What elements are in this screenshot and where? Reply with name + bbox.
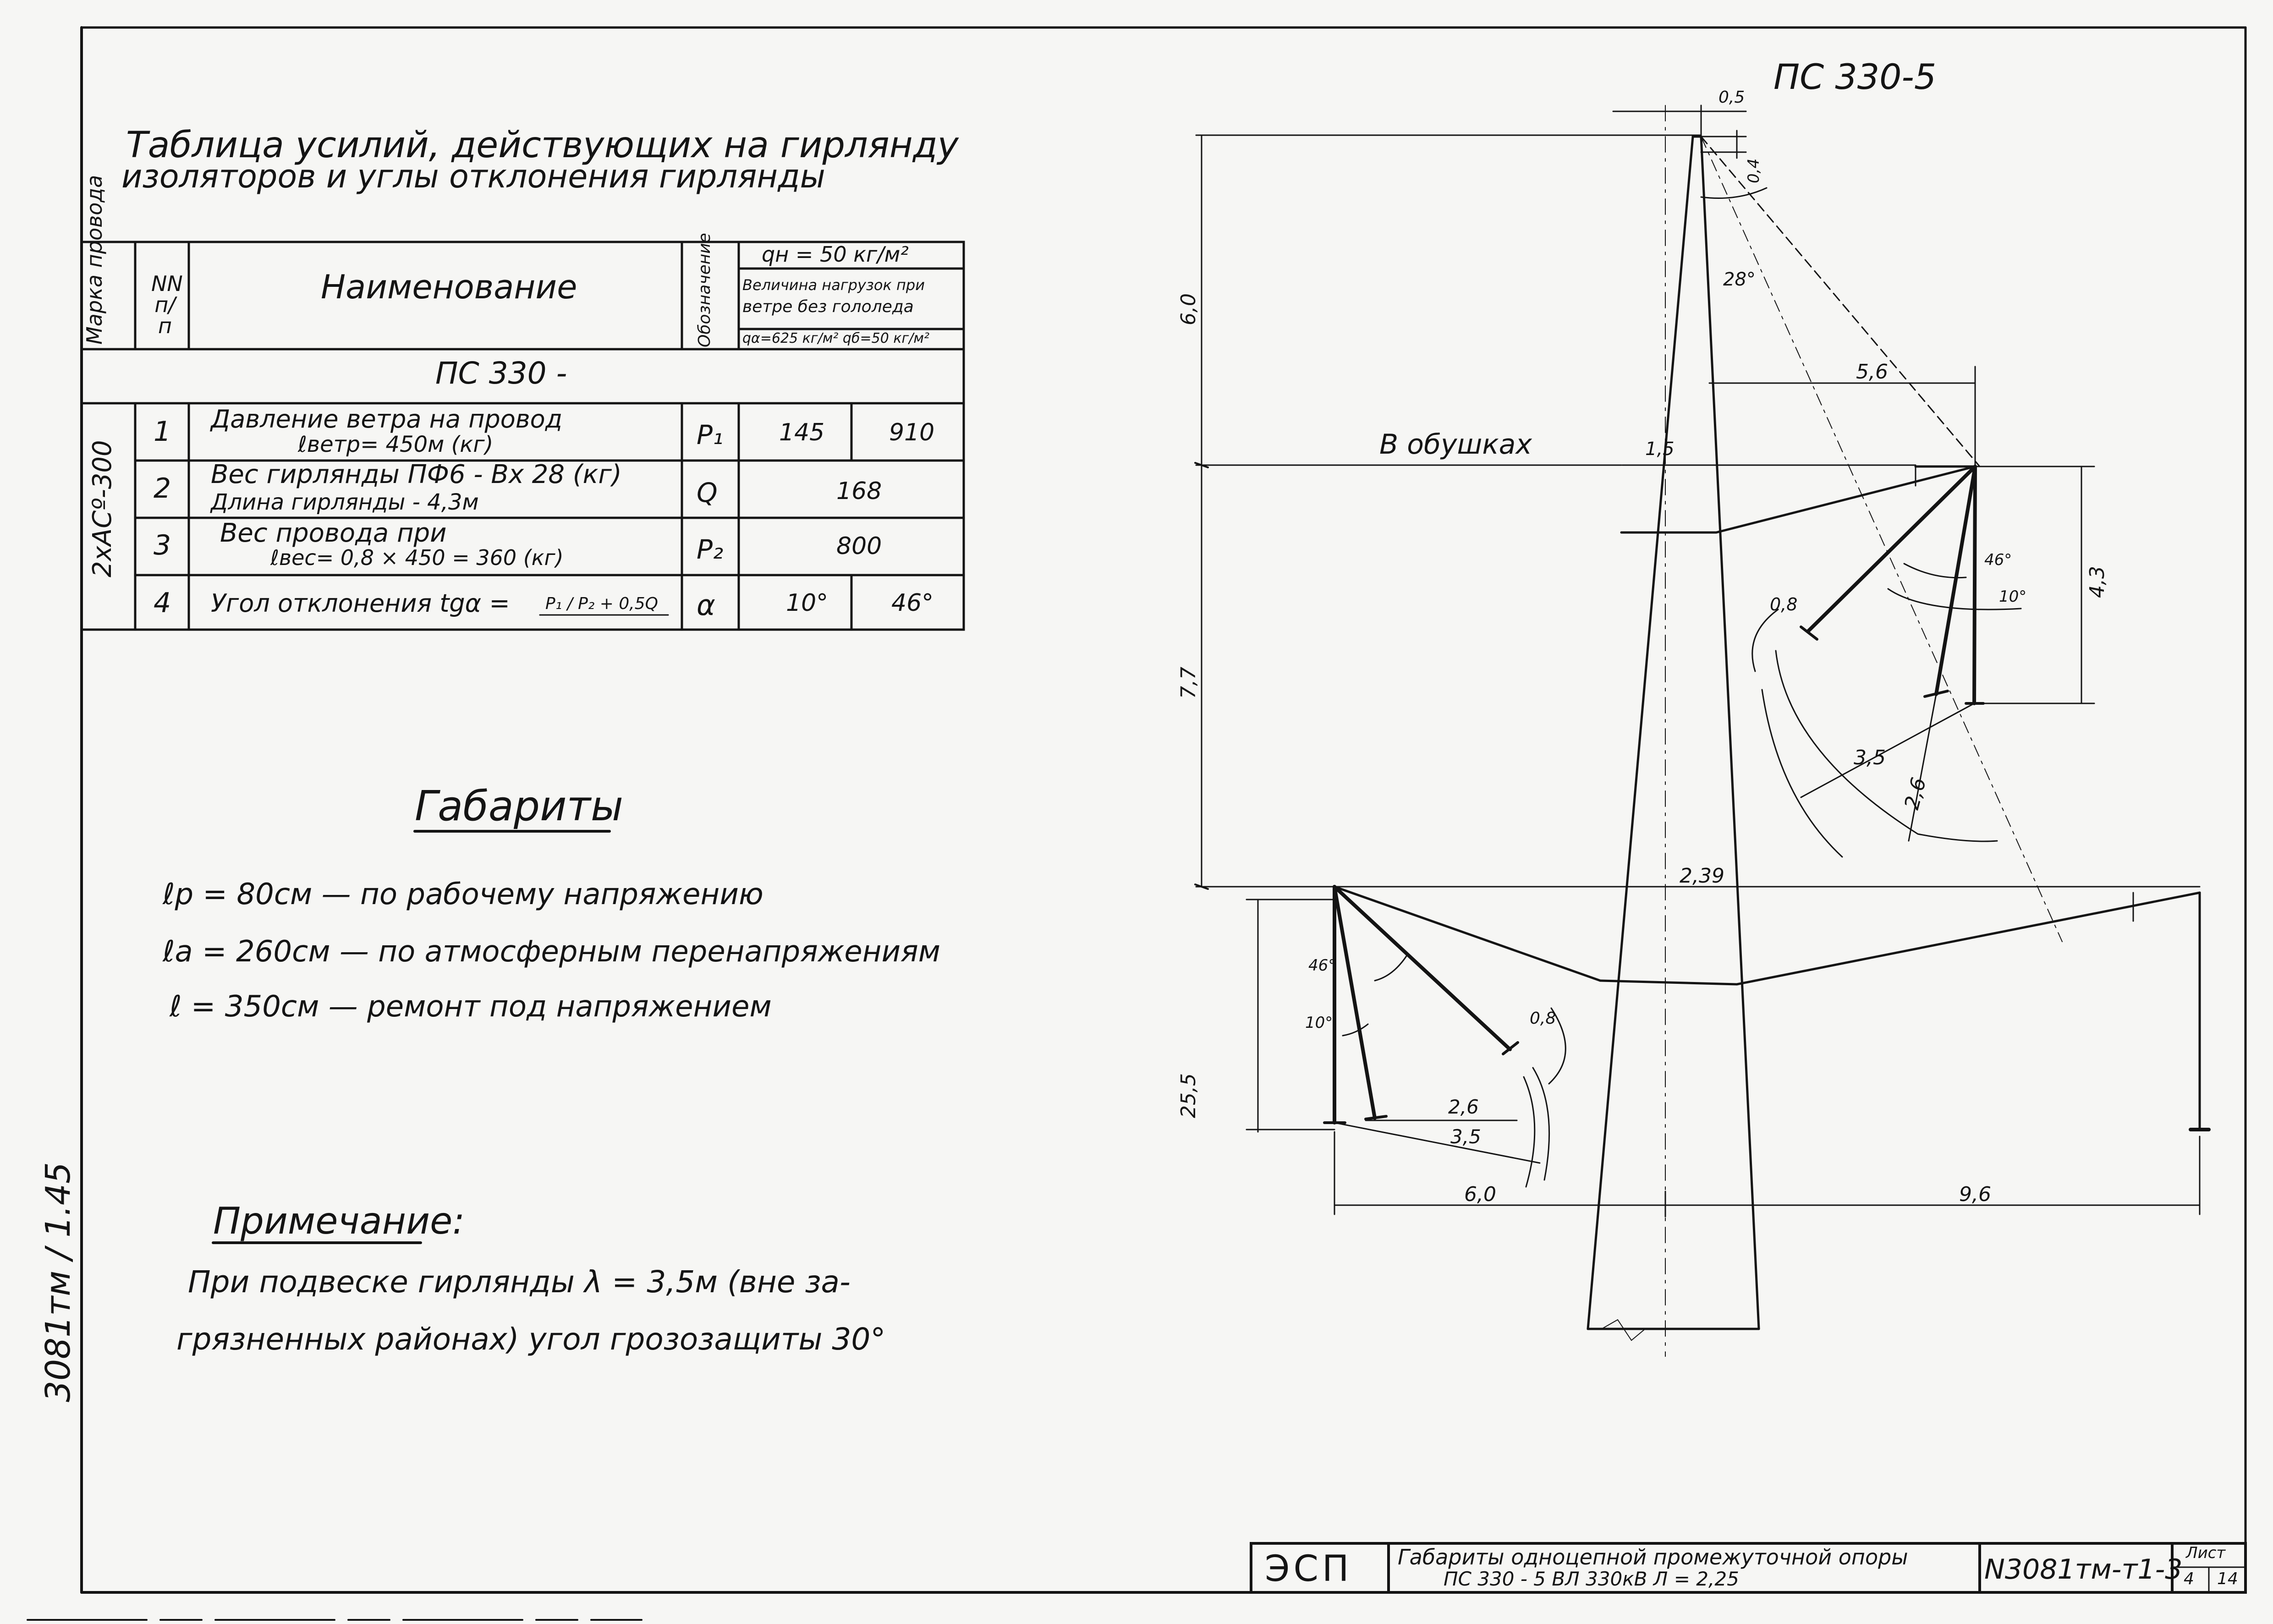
- dim-1-5: 1,5: [1645, 439, 1675, 460]
- col-symbol-header: Обозначение: [695, 233, 714, 347]
- title-block-sheet-number: 4: [2184, 1569, 2194, 1588]
- side-archive-label: 3081тм / 1.45: [38, 1162, 78, 1402]
- angle-10-lower: 10°: [1305, 1014, 1333, 1032]
- col-mark-header: Марка провода: [82, 175, 107, 345]
- dim-2-6-upper: 2,6: [1900, 775, 1931, 812]
- col-name-header: Наименование: [321, 268, 577, 306]
- title-block-sheet-label: Лист: [2186, 1544, 2226, 1562]
- lower-insulator-strings: [1324, 887, 1518, 1123]
- dim-2-39: 2,39: [1680, 864, 1724, 888]
- angle-10-upper: 10°: [1999, 587, 2027, 606]
- row1-value2: 910: [889, 419, 935, 446]
- col-load-mid2: ветре без гололеда: [742, 297, 914, 316]
- gabarity-line1: ℓр = 80см — по рабочему напряжению: [163, 878, 763, 911]
- angle-28: 28°: [1723, 269, 1756, 290]
- dim-3-5-upper: 3,5: [1854, 746, 1886, 769]
- upper-insulator-strings: [1801, 466, 1983, 703]
- dimension-lines: [1195, 105, 2200, 1340]
- col-num-header: NN п/п: [151, 271, 183, 338]
- dim-7-7: 7,7: [1177, 667, 1200, 699]
- upper-crossarm: [1621, 466, 1975, 532]
- row4-value1: 10°: [786, 589, 829, 617]
- row3-name1: Вес провода при: [220, 518, 447, 548]
- angle-46-lower: 46°: [1308, 956, 1336, 975]
- title-block-desc1: Габариты одноцепной промежуточной опоры: [1398, 1545, 1908, 1569]
- row1-value1: 145: [779, 419, 825, 446]
- row3-value: 800: [836, 532, 882, 560]
- title-block-code: N3081тм-т1-3: [1984, 1553, 2183, 1586]
- dim-4-3: 4,3: [2086, 566, 2109, 598]
- row4-formula: P₁ / P₂ + 0,5Q: [545, 594, 658, 613]
- table-title-line1: Таблица усилий, действующих на гирлянду: [126, 125, 959, 166]
- dim-0-8-upper: 0,8: [1770, 594, 1798, 614]
- title-block-desc2: ПС 330 - 5 ВЛ 330кВ Л = 2,25: [1444, 1568, 1739, 1590]
- row4-symbol: α: [697, 588, 715, 622]
- title-block-sheet-total: 14: [2217, 1569, 2238, 1588]
- note-line2: грязненных районах) угол грозозащиты 30°: [176, 1322, 886, 1357]
- row4-name1: Угол отклонения tgα =: [211, 589, 510, 618]
- section-title: ПС 330 -: [435, 356, 567, 391]
- gabarity-line2: ℓа = 260см — по атмосферным перенапряжениям: [163, 935, 940, 969]
- title-block-org: ЭСП: [1265, 1548, 1353, 1590]
- dim-0-5: 0,5: [1718, 88, 1745, 107]
- wire-mark: 2хАСº-300: [88, 440, 117, 577]
- dim-6-0-bottom: 6,0: [1464, 1183, 1496, 1206]
- dim-9-6: 9,6: [1959, 1183, 1991, 1206]
- row2-value: 168: [836, 477, 882, 505]
- note-line1: При подвеске гирлянды λ = 3,5м (вне за-: [188, 1264, 851, 1300]
- row3-num: 3: [154, 529, 171, 561]
- table-title-line2: изоляторов и углы отклонения гирлянды: [121, 158, 825, 195]
- row2-symbol: Q: [697, 477, 718, 508]
- row1-num: 1: [154, 416, 171, 448]
- note-heading: Примечание:: [213, 1200, 465, 1242]
- dim-25-5: 25,5: [1177, 1073, 1200, 1118]
- row3-name2: ℓвес= 0,8 × 450 = 360 (кг): [270, 545, 564, 570]
- row1-symbol: P₁: [697, 419, 724, 450]
- row3-symbol: P₂: [697, 534, 724, 565]
- dim-5-6: 5,6: [1856, 360, 1888, 384]
- row2-name1: Вес гирлянды ПФ6 - Вх 28 (кг): [211, 460, 622, 489]
- dim-3-5-lower: 3,5: [1450, 1125, 1481, 1148]
- row2-name2: Длина гирлянды - 4,3м: [211, 489, 479, 515]
- row1-name2: ℓветр= 450м (кг): [298, 432, 494, 457]
- col-load-mid1: Величина нагрузок при: [742, 276, 925, 294]
- dim-0-4: 0,4: [1745, 158, 1763, 183]
- dim-2-6-lower: 2,6: [1448, 1096, 1479, 1118]
- dim-0-8-lower: 0,8: [1530, 1009, 1556, 1028]
- tower-title: ПС 330-5: [1773, 56, 1937, 97]
- gabarity-heading: Габариты: [415, 782, 624, 830]
- angle-46-upper: 46°: [1984, 551, 2012, 569]
- col-load-bottom: qα=625 кг/м² qб=50 кг/м²: [742, 330, 929, 346]
- label-in-shoes: В обушках: [1379, 428, 1532, 461]
- row4-value2: 46°: [891, 589, 934, 617]
- dim-6-0-left: 6,0: [1177, 293, 1200, 325]
- row2-num: 2: [154, 472, 171, 505]
- row4-num: 4: [154, 587, 171, 619]
- row1-name1: Давление ветра на провод: [211, 405, 563, 433]
- gabarity-line3: ℓ = 350см — ремонт под напряжением: [170, 990, 772, 1024]
- col-load-top: qн = 50 кг/м²: [762, 242, 909, 267]
- tower-body: [1588, 105, 1759, 1356]
